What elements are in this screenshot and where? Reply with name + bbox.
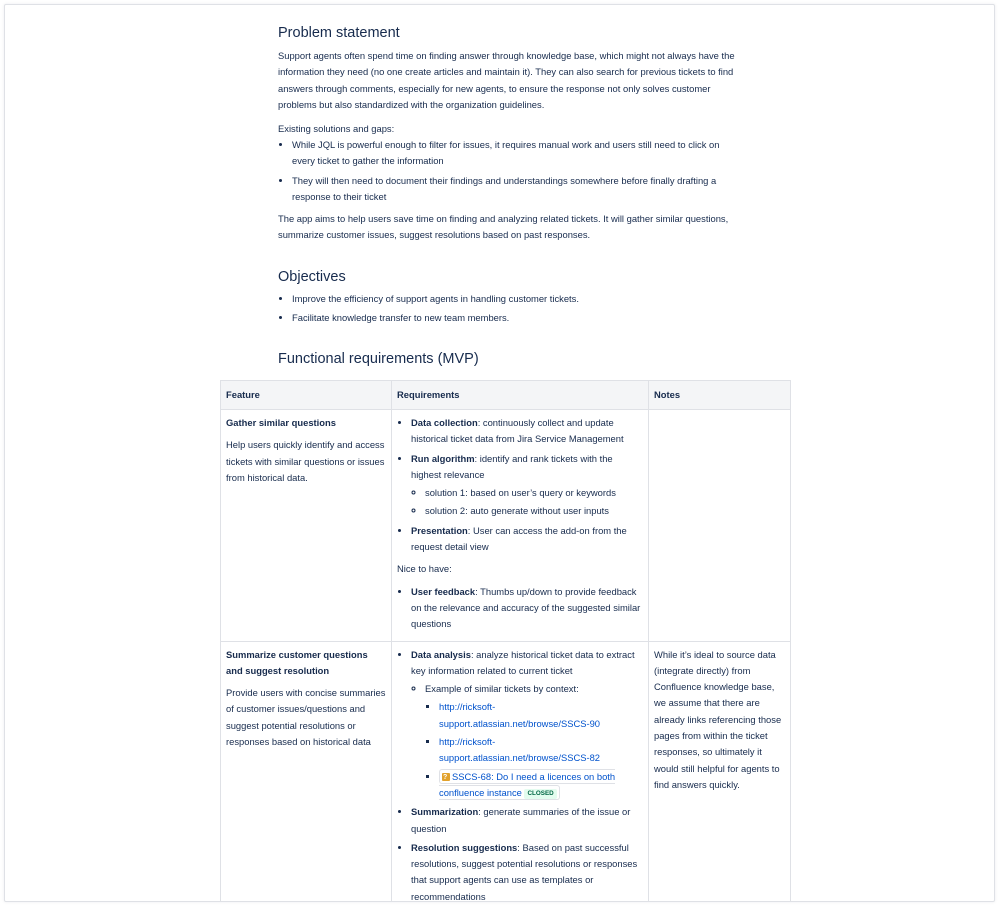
requirements-cell [392,410,649,642]
bold-label: Resolution suggestions [411,841,518,853]
gaps-list [278,137,738,208]
gaps-intro: Existing solutions and gaps: [278,123,395,134]
column-header-feature: Feature [221,381,392,410]
list-item: ◦ solution 1: based on user’s query or keywords [425,485,643,501]
list-item: ◦ solution 2: auto generate without user inputs [425,503,643,519]
ticket-link[interactable]: http://ricksoft-support.atlassian.net/browse/SSCS-82 [439,736,601,764]
list-item: • Facilitate knowledge transfer to new team members. [292,310,738,326]
status-badge: CLOSED [524,789,556,799]
feature-description: Help users quickly identify and access tickets with similar questions or issues from historical data. [226,439,385,483]
item-text: : Thumbs up/down to provide feedback on the relevance and accuracy of the suggested similar questions [411,585,641,630]
column-header-notes: Notes [649,381,791,410]
bold-label: Run algorithm [411,452,475,464]
requirements-cell [392,641,649,902]
list-item [411,523,643,556]
bold-label: Data analysis [411,648,471,660]
column-header-requirements: Requirements [392,381,649,410]
list-item [411,415,643,448]
ticket-link[interactable]: http://ricksoft-support.atlassian.net/browse/SSCS-90 [439,701,601,729]
item-text: : identify and rank tickets with the highest relevance [411,452,613,480]
jira-issue-icon [442,773,450,781]
item-text: : generate summaries of the issue or question [411,806,631,834]
list-item [411,647,643,802]
table-row [221,410,791,642]
notes-cell: While it’s ideal to source data (integrate directly) from Confluence knowledge base, we assume that there are already links referencing those pages from within the ticket responses, so ultimately it would still helpful for agents to find answers quickly. [649,641,791,902]
item-text: : continuously collect and update historical ticket data from Jira Service Management [411,417,624,445]
list-item [411,840,643,902]
bold-label: Presentation [411,524,468,536]
list-item [411,451,643,520]
table-row [221,641,791,902]
item-text: : User can access the add-on from the request detail view [411,524,627,553]
problem-paragraph: Support agents often spend time on finding answer through knowledge base, which might not always have the information they need (no one create articles and maintain it). They can also search for previous tickets to find answers through comments, especially for new agents, to ensure the response not only solves customer problems but also standardized with the organization guidelines. [278,50,735,110]
objectives-heading: Objectives [278,269,346,285]
functional-requirements-heading: Functional requirements (MVP) [278,351,479,367]
item-text: : analyze historical ticket data to extract key information related to current ticket [411,648,635,676]
problem-statement-heading: Problem statement [278,25,400,41]
smart-link-text: SSCS-68: Do I need a licences on both confluence instance [439,770,616,798]
list-item: • While JQL is powerful enough to filter for issues, it requires manual work and users still need to click on every ticket to gather the information [292,137,738,170]
notes-cell [649,410,791,642]
list-item: • They will then need to document their findings and understandings somewhere before finally drafting a response to their ticket [292,173,738,206]
jira-smart-link[interactable] [439,769,615,800]
list-item: • Improve the efficiency of support agents in handling customer tickets. [292,291,738,307]
requirements-table [220,380,791,902]
item-text: Example of similar tickets by context: [425,683,579,695]
bold-label: Data collection [411,417,478,428]
app-aims-paragraph: The app aims to help users save time on finding and analyzing related tickets. It will gather similar questions, summarize customer issues, suggest resolutions based on past responses. [278,213,729,241]
feature-title: Gather similar questions [226,417,336,428]
item-text: : Based on past successful resolutions, suggest potential resolutions or responses that support agents can use as templates or recommendations [411,841,638,902]
list-item [411,584,643,633]
feature-description: Provide users with concise summaries of customer issues/questions and suggest potential resolutions or responses based on historical data [226,687,386,748]
list-item [439,734,643,767]
list-item [439,769,643,802]
list-item [425,681,643,801]
bold-label: Summarization [411,806,479,818]
list-item [439,699,643,732]
feature-cell [221,641,392,902]
table-header-row [221,381,791,410]
feature-title: Summarize customer questions and suggest resolution [226,648,368,676]
page-frame [4,4,995,902]
bold-label: User feedback [411,585,476,597]
objectives-list [278,291,738,330]
list-item [411,804,643,837]
feature-cell [221,410,392,642]
nice-to-have-label: Nice to have: [397,563,452,575]
